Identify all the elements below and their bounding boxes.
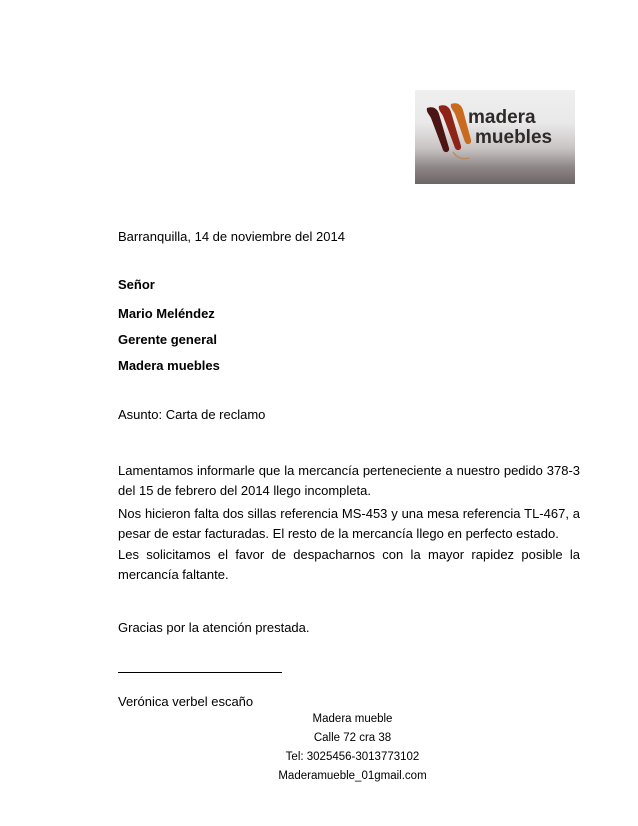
company-logo [415,90,575,184]
signature-name: Verónica verbel escaño [118,694,254,709]
logo-mark-icon [423,100,473,170]
footer-company: Madera mueble [312,713,393,725]
footer-address: Calle 72 cra 38 [313,732,392,744]
footer-email: Maderamueble_01gmail.com [278,770,427,782]
signature-line [118,672,282,673]
footer-block [250,710,455,786]
body-paragraph-3: Les solicitamos el favor de despacharnos con la mayor rapidez posible la mercancía faltante. [118,547,580,582]
recipient-title: Gerente general [118,332,217,347]
body-paragraph-1: Lamentamos informarle que la mercancía perteneciente a nuestro pedido 378-3 del 15 de febrero del 2014 llego incompleta. [118,463,580,498]
body-paragraph-2: Nos hicieron falta dos sillas referencia MS-453 y una mesa referencia TL-467, a pesar de estar facturadas. El resto de la mercancía llego en perfecto estado. [118,506,580,541]
recipient-salutation: Señor [118,277,155,292]
closing-line: Gracias por la atención prestada. [118,620,310,635]
logo-text-muebles: muebles [475,127,553,148]
recipient-name: Mario Meléndez [118,306,215,321]
recipient-company: Madera muebles [118,358,220,373]
subject-line: Asunto: Carta de reclamo [118,407,266,422]
logo-text-madera: madera [468,107,536,128]
date-line: Barranquilla, 14 de noviembre del 2014 [118,229,345,244]
footer-phone: Tel: 3025456-3013773102 [285,751,420,763]
